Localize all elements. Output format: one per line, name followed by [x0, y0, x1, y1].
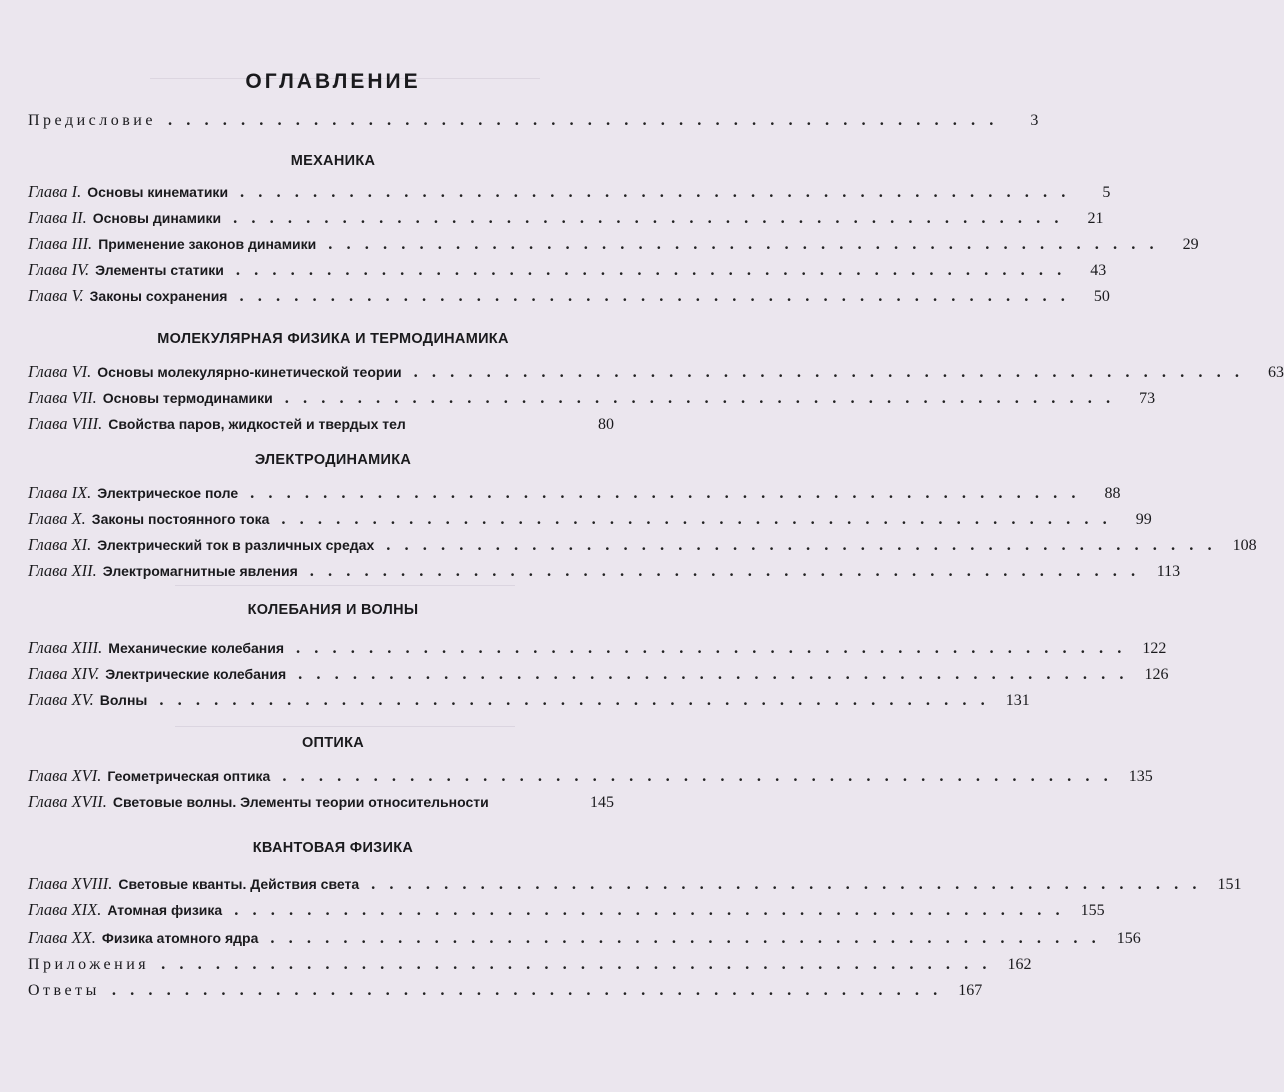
toc-chapter[interactable]	[28, 388, 1156, 412]
chapter-page: 73	[1139, 390, 1156, 407]
chapter-number: Глава XV.	[28, 690, 94, 709]
chapter-title: Электрическое поле	[97, 485, 239, 501]
chapter-title: Световые кванты. Действия света	[118, 876, 360, 892]
chapter-title: Законы сохранения	[89, 288, 228, 304]
chapter-page: 122	[1142, 640, 1167, 657]
dot-leader: . . . . . . . . . . . . . . . . . . . . . . . . . . . . . . . . . . . . . . . . . . . . . .	[298, 664, 1129, 683]
chapter-number: Глава V.	[28, 286, 84, 305]
dot-leader: . . . . . . . . . . . . . . . . . . . . . . . . . . . . . . . . . . . . . . . . . . . . . .	[111, 980, 943, 999]
dot-leader: . . . . . . . . . . . . . . . . . . . . . . . . . . . . . . . . . . . . . . . . . . . . . .	[296, 638, 1127, 657]
chapter-page: 43	[1090, 262, 1107, 279]
toc-chapter[interactable]	[28, 362, 1284, 386]
chapter-title: Основы молекулярно-кинетической теории	[97, 364, 402, 380]
chapter-number: Глава III.	[28, 234, 93, 253]
chapter-title: Волны	[99, 692, 148, 708]
dot-leader: . . . . . . . . . . . . . . . . . . . . . . . . . . . . . . . . . . . . . . . . . . . . . .	[240, 182, 1071, 201]
chapter-page: 145	[590, 794, 614, 811]
chapter-number: Глава XX.	[28, 928, 96, 947]
chapter-page: 155	[1080, 902, 1105, 919]
chapter-number: Глава XVII.	[28, 792, 107, 811]
toc-entry-label: Приложения	[28, 956, 150, 973]
dot-leader: . . . . . . . . . . . . . . . . . . . . . . . . . . . . . . . . . . . . . . . . . . . . . .	[386, 535, 1217, 554]
dot-leader: . . . . . . . . . . . . . . . . . . . . . . . . . . . . . . . . . . . . . . . . . . . . . .	[309, 561, 1141, 580]
chapter-page: 151	[1217, 876, 1242, 893]
dot-leader: . . . . . . . . . . . . . . . . . . . . . . . . . . . . . . . . . . . . . . . . . . . . . .	[270, 928, 1101, 947]
toc-entry-page: 3	[1030, 112, 1039, 129]
chapter-title: Физика атомного ядра	[101, 930, 259, 946]
chapter-title: Электрические колебания	[105, 666, 287, 682]
chapter-number: Глава XIX.	[28, 900, 102, 919]
toc-chapter[interactable]	[28, 535, 1257, 559]
chapter-title: Основы термодинамики	[102, 390, 273, 406]
toc-entry-appendix[interactable]	[28, 954, 1032, 978]
toc-chapter[interactable]	[28, 182, 1111, 206]
chapter-page: 135	[1128, 768, 1153, 785]
dot-leader: . . . . . . . . . . . . . . . . . . . . . . . . . . . . . . . . . . . . . . . . . . . . . .	[233, 208, 1064, 227]
chapter-page: 131	[1005, 692, 1030, 709]
chapter-number: Глава I.	[28, 182, 82, 201]
chapter-number: Глава XVIII.	[28, 874, 113, 893]
chapter-page: 63	[1268, 364, 1284, 381]
chapter-page: 80	[598, 416, 614, 433]
chapter-title: Основы кинематики	[87, 184, 229, 200]
chapter-title: Применение законов динамики	[98, 236, 317, 252]
toc-entry-label: Предисловие	[28, 112, 156, 129]
section-heading-optics: ОПТИКА	[301, 735, 365, 751]
chapter-title: Световые волны. Элементы теории относительности	[112, 794, 489, 810]
chapter-page: 99	[1135, 511, 1152, 528]
toc-chapter[interactable]	[28, 792, 614, 816]
chapter-page: 156	[1116, 930, 1141, 947]
chapter-number: Глава XI.	[28, 535, 92, 554]
toc-entry-page: 162	[1007, 956, 1032, 973]
toc-chapter[interactable]	[28, 638, 1167, 662]
toc-chapter[interactable]	[28, 766, 1153, 790]
dot-leader: . . . . . . . . . . . . . . . . . . . . . . . . . . . . . . . . . . . . . . . . . . . . . .	[371, 874, 1202, 893]
toc-chapter[interactable]	[28, 483, 1121, 507]
dot-leader: . . . . . . . . . . . . . . . . . . . . . . . . . . . . . . . . . . . . . . . . . . . . . .	[284, 388, 1116, 407]
dot-leader: . . . . . . . . . . . . . . . . . . . . . . . . . . . . . . . . . . . . . . . . . . . . . .	[413, 362, 1245, 381]
dot-leader: . . . . . . . . . . . . . . . . . . . . . . . . . . . . . . . . . . . . . . . . . . . . . .	[281, 509, 1112, 528]
chapter-page: 126	[1144, 666, 1169, 683]
chapter-title: Геометрическая оптика	[107, 768, 271, 784]
toc-entry-label: Ответы	[28, 982, 100, 999]
chapter-title: Электромагнитные явления	[102, 563, 298, 579]
toc-entry-answers[interactable]	[28, 980, 983, 1004]
chapter-page: 113	[1156, 563, 1181, 580]
toc-chapter[interactable]	[28, 690, 1030, 714]
toc-chapter[interactable]	[28, 664, 1169, 688]
dot-leader: . . . . . . . . . . . . . . . . . . . . . . . . . . . . . . . . . . . . . . . . . . . . . .	[234, 900, 1065, 919]
toc-chapter[interactable]	[28, 561, 1181, 585]
section-heading-molecular-physics: МОЛЕКУЛЯРНАЯ ФИЗИКА И ТЕРМОДИНАМИКА	[157, 331, 509, 347]
dot-leader: . . . . . . . . . . . . . . . . . . . . . . . . . . . . . . . . . . . . . . . . . . . . . .	[159, 690, 990, 709]
chapter-number: Глава XIV.	[28, 664, 100, 683]
chapter-title: Электрический ток в различных средах	[97, 537, 375, 553]
chapter-title: Элементы статики	[95, 262, 224, 278]
toc-chapter[interactable]	[28, 900, 1105, 924]
dot-leader: . . . . . . . . . . . . . . . . . . . . . . . . . . . . . . . . . . . . . . . . . . . . . .	[250, 483, 1081, 502]
dot-leader: . . . . . . . . . . . . . . . . . . . . . . . . . . . . . . . . . . . . . . . . . . . . . .	[239, 286, 1070, 305]
toc-chapter[interactable]	[28, 874, 1242, 898]
chapter-page: 29	[1182, 236, 1199, 253]
chapter-number: Глава VI.	[28, 362, 92, 381]
chapter-title: Законы постоянного тока	[91, 511, 270, 527]
chapter-title: Свойства паров, жидкостей и твердых тел	[108, 416, 406, 432]
chapter-number: Глава XIII.	[28, 638, 103, 657]
dot-leader: . . . . . . . . . . . . . . . . . . . . . . . . . . . . . . . . . . . . . . . . . . . . . .	[235, 260, 1067, 279]
section-heading-mechanics: МЕХАНИКА	[290, 153, 376, 169]
toc-chapter[interactable]	[28, 286, 1110, 310]
toc-chapter[interactable]	[28, 234, 1199, 258]
chapter-number: Глава X.	[28, 509, 86, 528]
toc-chapter[interactable]	[28, 928, 1141, 952]
page-title: ОГЛАВЛЕНИЕ	[245, 70, 421, 93]
chapter-number: Глава II.	[28, 208, 87, 227]
chapter-page: 21	[1087, 210, 1104, 227]
chapter-number: Глава XII.	[28, 561, 97, 580]
dot-leader: . . . . . . . . . . . . . . . . . . . . . . . . . . . . . . . . . . . . . . . . . . . . . .	[282, 766, 1113, 785]
chapter-title: Основы динамики	[92, 210, 222, 226]
section-heading-quantum-physics: КВАНТОВАЯ ФИЗИКА	[252, 840, 414, 856]
chapter-page: 88	[1104, 485, 1121, 502]
section-heading-electrodynamics: ЭЛЕКТРОДИНАМИКА	[254, 452, 412, 468]
chapter-page: 50	[1093, 288, 1110, 305]
chapter-title: Механические колебания	[108, 640, 284, 656]
chapter-number: Глава VII.	[28, 388, 97, 407]
chapter-number: Глава XVI.	[28, 766, 102, 785]
chapter-page: 5	[1102, 184, 1111, 201]
toc-entry-page: 167	[958, 982, 983, 999]
dot-leader: . . . . . . . . . . . . . . . . . . . . . . . . . . . . . . . . . . . . . . . . . . . . . .	[167, 110, 999, 129]
chapter-title: Атомная физика	[107, 902, 223, 918]
toc-chapter[interactable]	[28, 208, 1104, 232]
chapter-page: 108	[1232, 537, 1257, 554]
chapter-number: Глава IV.	[28, 260, 90, 279]
section-heading-oscillations-waves: КОЛЕБАНИЯ И ВОЛНЫ	[247, 602, 419, 618]
toc-chapter[interactable]	[28, 414, 614, 438]
toc-entry-preface[interactable]	[28, 110, 1039, 134]
toc-chapter[interactable]	[28, 260, 1107, 284]
chapter-number: Глава IX.	[28, 483, 92, 502]
chapter-number: Глава VIII.	[28, 414, 103, 433]
dot-leader: . . . . . . . . . . . . . . . . . . . . . . . . . . . . . . . . . . . . . . . . . . . . . .	[161, 954, 992, 973]
toc-chapter[interactable]	[28, 509, 1152, 533]
dot-leader: . . . . . . . . . . . . . . . . . . . . . . . . . . . . . . . . . . . . . . . . . . . . . .	[328, 234, 1159, 253]
